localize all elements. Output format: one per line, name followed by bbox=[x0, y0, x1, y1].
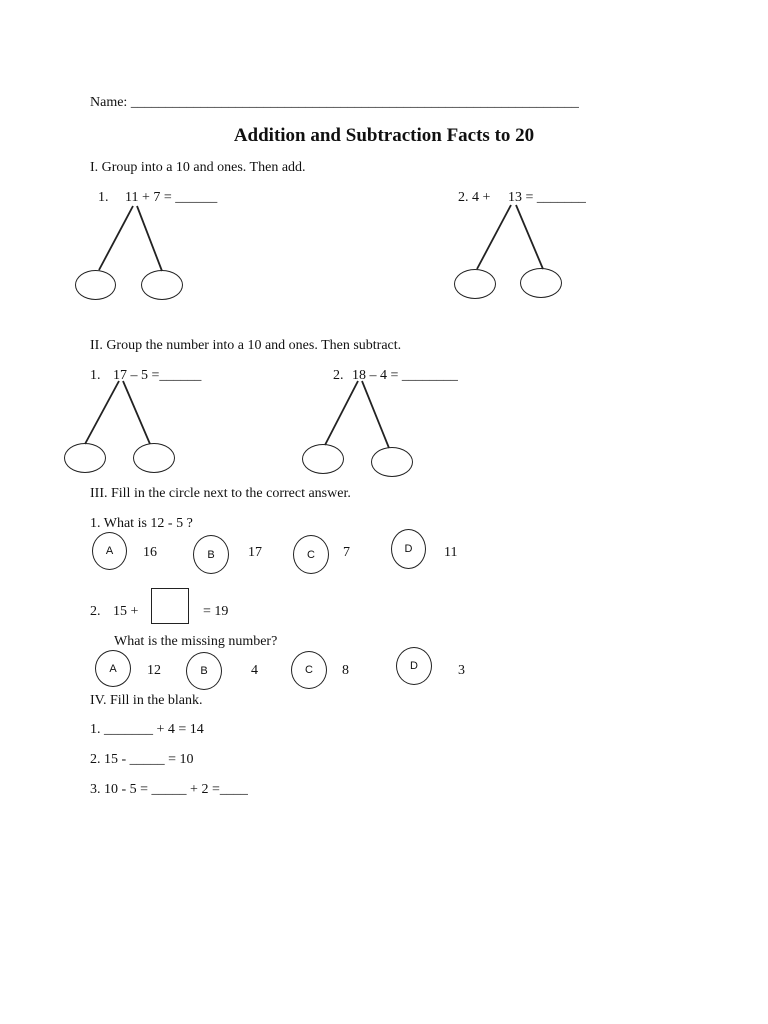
bond-line bbox=[85, 381, 119, 444]
q1-option-c-value: 7 bbox=[343, 545, 350, 560]
q2-number: 2. bbox=[90, 604, 101, 619]
q2-option-c-value: 8 bbox=[342, 663, 349, 678]
name-field-label: Name: ________________________________________________________________ bbox=[90, 95, 579, 110]
bond-answer-circle[interactable] bbox=[75, 270, 116, 300]
section1-heading: I. Group into a 10 and ones. Then add. bbox=[90, 160, 306, 175]
bond-line bbox=[99, 206, 133, 270]
section2-heading: II. Group the number into a 10 and ones. Then subtract. bbox=[90, 338, 402, 353]
worksheet-title: Addition and Subtraction Facts to 20 bbox=[233, 125, 535, 146]
bond-line bbox=[362, 381, 389, 448]
q1-option-c-bubble[interactable]: C bbox=[293, 535, 329, 574]
q2-option-b-value: 4 bbox=[251, 663, 258, 678]
fill-blank-item-2[interactable]: 2. 15 - _____ = 10 bbox=[90, 752, 194, 767]
q1-option-d-bubble[interactable]: D bbox=[391, 529, 426, 569]
section1-problem2-prefix: 2. 4 + bbox=[458, 190, 491, 205]
q2-option-a-value: 12 bbox=[147, 663, 161, 678]
bond-answer-circle[interactable] bbox=[133, 443, 175, 473]
bond-line bbox=[325, 381, 358, 445]
fill-blank-item-1[interactable]: 1. _______ + 4 = 14 bbox=[90, 722, 204, 737]
missing-number-box[interactable] bbox=[151, 588, 189, 624]
q2-option-d-value: 3 bbox=[458, 663, 465, 678]
section3-heading: III. Fill in the circle next to the correct answer. bbox=[90, 486, 351, 501]
bond-answer-circle[interactable] bbox=[302, 444, 344, 474]
q1-option-a-value: 16 bbox=[143, 545, 157, 560]
bond-answer-circle[interactable] bbox=[454, 269, 496, 299]
q2-option-a-bubble[interactable]: A bbox=[95, 650, 131, 687]
fill-blank-item-3[interactable]: 3. 10 - 5 = _____ + 2 =____ bbox=[90, 782, 248, 797]
q2-option-d-bubble[interactable]: D bbox=[396, 647, 432, 685]
bond-answer-circle[interactable] bbox=[64, 443, 106, 473]
q1-option-b-bubble[interactable]: B bbox=[193, 535, 229, 574]
bond-answer-circle[interactable] bbox=[371, 447, 413, 477]
bond-line bbox=[123, 381, 150, 444]
bond-line bbox=[516, 205, 543, 269]
section1-problem2: 13 = _______ bbox=[508, 190, 586, 205]
section2-problem1: 17 – 5 =______ bbox=[113, 368, 202, 383]
section2-problem2: 18 – 4 = ________ bbox=[352, 368, 458, 383]
bond-line bbox=[137, 206, 162, 271]
bond-line bbox=[477, 205, 511, 269]
q1-option-b-value: 17 bbox=[248, 545, 262, 560]
q2-option-b-bubble[interactable]: B bbox=[186, 652, 222, 690]
q2-right-expression: = 19 bbox=[203, 604, 229, 619]
q2-left-expression: 15 + bbox=[113, 604, 139, 619]
q1-question: 1. What is 12 - 5 ? bbox=[90, 516, 193, 531]
q1-option-d-value: 11 bbox=[444, 545, 458, 560]
bond-answer-circle[interactable] bbox=[520, 268, 562, 298]
section1-problem1: 11 + 7 = ______ bbox=[125, 190, 218, 205]
section2-problem1-number: 1. bbox=[90, 368, 101, 383]
q2-option-c-bubble[interactable]: C bbox=[291, 651, 327, 689]
section4-heading: IV. Fill in the blank. bbox=[90, 693, 203, 708]
section1-problem1-number: 1. bbox=[98, 190, 109, 205]
section2-problem2-number: 2. bbox=[333, 368, 344, 383]
q1-option-a-bubble[interactable]: A bbox=[92, 532, 127, 570]
q2-question: What is the missing number? bbox=[114, 634, 278, 649]
bond-answer-circle[interactable] bbox=[141, 270, 183, 300]
